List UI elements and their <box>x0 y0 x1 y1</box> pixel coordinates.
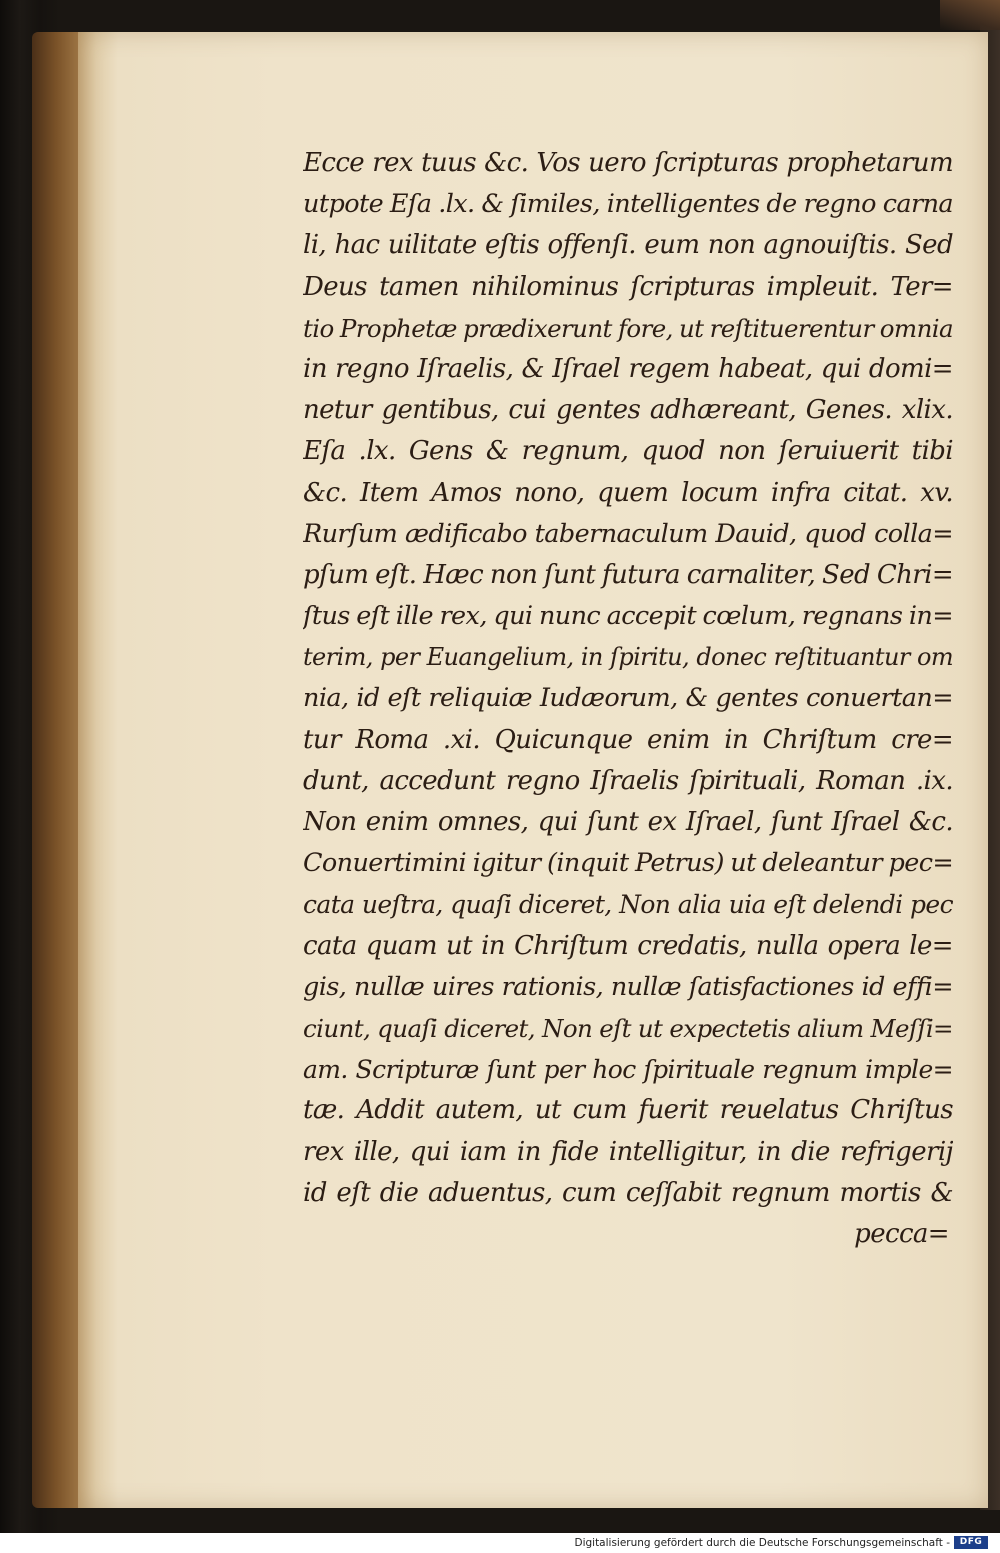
text-line: netur gentibus, cui gentes adhæreant, Genes. xlix. <box>303 395 953 426</box>
text-line: gis, nullæ uires rationis, nullæ ſatisfactiones id effi= <box>303 971 953 1002</box>
footer-bar <box>0 1533 1000 1553</box>
dfg-logo: DFG <box>954 1536 988 1549</box>
text-line: terim, per Euangelium, in ſpiritu, donec reſtituantur om <box>303 643 953 672</box>
text-line: nia, id eſt reliquiæ Iudæorum, & gentes conuertan= <box>303 683 953 714</box>
text-line: am. Scripturæ ſunt per hoc ſpirituale regnum imple= <box>303 1055 953 1085</box>
text-line: cata quam ut in Chriſtum credatis, nulla opera le= <box>303 930 953 961</box>
text-line: ſtus eſt ille rex, qui nunc accepit cœlum, regnans in= <box>303 601 953 632</box>
page-text-block <box>303 143 953 1255</box>
text-line: Ecce rex tuus &c. Vos uero ſcripturas prophetarum <box>303 148 953 178</box>
text-line: Eſa .lx. Gens & regnum, quod non ſeruiuerit tibi <box>303 436 953 467</box>
text-line: cata ueſtra, quaſi diceret, Non alia uia eſt delendi pec <box>303 890 953 920</box>
text-line: rex ille, qui iam in fide intelligitur, in die refrigerij <box>303 1136 953 1167</box>
text-line: Deus tamen nihilominus ſcripturas impleuit. Ter= <box>303 271 953 302</box>
text-line: &c. Item Amos nono, quem locum infra citat. xv. <box>303 477 953 508</box>
text-line: utpote Eſa .lx. & ſimiles, intelligentes de regno carna <box>303 189 953 220</box>
text-line: Non enim omnes, qui ſunt ex Iſrael, ſunt Iſrael &c. <box>303 807 953 837</box>
text-line: in regno Iſraelis, & Iſrael regem habeat, qui domi= <box>303 353 953 384</box>
text-line: Rurſum ædificabo tabernaculum Dauid, quod colla= <box>303 518 953 549</box>
text-line: tæ. Addit autem, ut cum fuerit reuelatus Chriſtus <box>303 1095 953 1126</box>
footer-credit: Digitalisierung gefördert durch die Deutsche Forschungsgemeinschaft - <box>574 1537 950 1549</box>
text-line: Conuertimini igitur (inquit Petrus) ut deleantur pec= <box>303 848 953 879</box>
text-line: ciunt, quaſi diceret, Non eſt ut expectetis alium Meſſi= <box>303 1013 953 1043</box>
text-line: pſum eſt. Hæc non ſunt futura carnaliter, Sed Chri= <box>303 559 953 590</box>
scan-corner-shadow <box>940 0 1000 30</box>
text-line: dunt, accedunt regno Iſraelis ſpirituali, Roman .ix. <box>303 765 953 796</box>
text-line: tio Prophetæ prædixerunt fore, ut reſtituerentur omnia <box>303 313 953 343</box>
text-line: id eſt die aduentus, cum ceſſabit regnum mortis & <box>303 1177 953 1208</box>
catchword: pecca= <box>854 1218 949 1249</box>
text-line: li, hac uilitate eſtis offenſi. eum non agnouiſtis. Sed <box>303 230 953 261</box>
text-line: tur Roma .xi. Quicunque enim in Chriſtum cre= <box>303 724 953 755</box>
